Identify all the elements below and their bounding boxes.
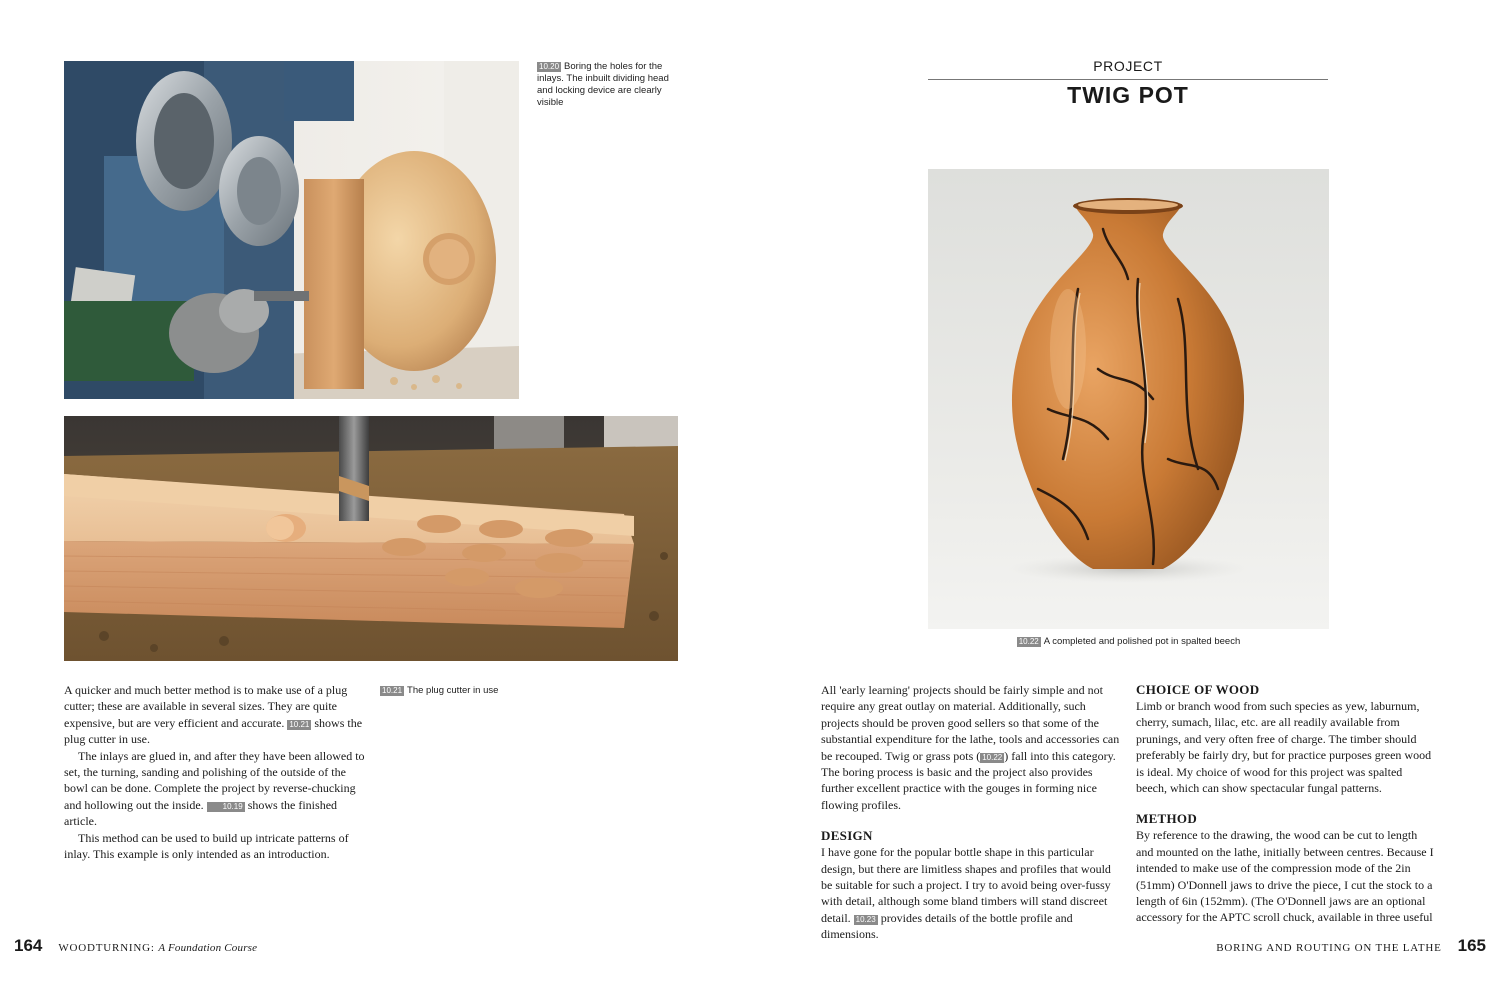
figure-reference: 10.23: [855, 914, 876, 924]
text: I have gone for the popular bottle shape in this particular design, but there are limitless shapes and profiles that would be suitable for such a project. I try to avoid being over-fussy with detail, although some bland timbers will stand discreet detail.: [821, 845, 1111, 925]
caption-text: The plug cutter in use: [407, 685, 499, 696]
text: A quicker and much better method is to make use of a plug cutter; these are available in several sizes. They are quite expensive, but are very efficient and accurate.: [64, 683, 348, 730]
left-folio: [14, 936, 414, 956]
right-column-2: [1136, 682, 1436, 926]
method-heading: METHOD: [1136, 811, 1198, 827]
method-paragraph: By reference to the drawing, the wood can be cut to length and mounted on the lathe, initially between centres. Because I intended to make use of the compression mode of the 2in (51mm) O'Donnell jaws to drive the piece, I cut the stock to a length of 6in (152mm). (The O'Donnell jaws are an optional accessory for the APTC scroll chuck, available in three useful: [1136, 828, 1434, 925]
figure-number: 10.20: [539, 62, 560, 71]
paragraph: This method can be used to build up intricate patterns of inlay. This example is only intended as an introduction.: [64, 830, 349, 862]
caption-text: A completed and polished pot in spalted beech: [1043, 636, 1241, 647]
right-folio: [1216, 936, 1486, 956]
running-title: BORING AND ROUTING ON THE LATHE: [1216, 942, 1442, 954]
intro-paragraph: [821, 682, 1123, 813]
caption-boring-holes: [537, 61, 672, 109]
right-column-1: [821, 682, 1123, 943]
running-title: [58, 942, 257, 954]
text: ) fall into this category. The boring process is basic and the project also provides further excellent practice with the gouges in forming nice flowing profiles.: [821, 748, 1116, 812]
page-number: 164: [14, 936, 43, 955]
page-number: 165: [1457, 936, 1486, 955]
text: shows the plug cutter in use.: [64, 715, 363, 747]
caption-text: Boring the holes for the inlays. The inbuilt dividing head and locking device are clearly visible: [537, 61, 669, 108]
figure-number: 10.21: [382, 686, 403, 695]
running-title-main: WOODTURNING:: [58, 942, 155, 954]
text: The inlays are glued in, and after they have been allowed to set, the turning, sanding and polishing of the outside of the bowl can be done. Complete the project by reverse-chucking and hollowing out the inside.: [64, 748, 365, 812]
plug-cutter-photo: [64, 416, 678, 661]
paragraph: [64, 748, 366, 830]
figure-number: 10.22: [1018, 637, 1039, 646]
design-heading: DESIGN: [821, 828, 873, 844]
left-body-text: [64, 682, 366, 862]
paragraph: [64, 682, 366, 748]
project-kicker: PROJECT: [1093, 58, 1163, 74]
lathe-drilling-photo: [64, 61, 519, 399]
design-paragraph: [821, 844, 1123, 942]
choice-of-wood-heading: CHOICE OF WOOD: [1136, 682, 1260, 697]
caption-twig-pot: [928, 636, 1329, 648]
text: All 'early learning' projects should be fairly simple and not require any great outlay on material. Additionally, such projects should be proven good sellers so that some of the substantial expenditure for the lathe, tools and accessories can be recouped. Twig or grass pots (: [821, 683, 1120, 763]
running-title-subtitle: A Foundation Course: [158, 942, 258, 954]
twig-pot-photo: [928, 169, 1329, 629]
figure-reference: 10.21: [289, 719, 310, 729]
figure-reference: 10.19: [207, 802, 245, 812]
text: provides details of the bottle profile and dimensions.: [821, 910, 1073, 942]
title-rule: [928, 79, 1328, 80]
page-title: TWIG POT: [1067, 82, 1189, 108]
caption-plug-cutter: [380, 685, 580, 697]
figure-reference: 10.22: [982, 752, 1003, 762]
wood-paragraph: Limb or branch wood from such species as yew, laburnum, cherry, sumach, lilac, etc. are all readily available from prunings, and very often free of charge. The timber should preferably be fairly dry, but for practice purposes green wood is ideal. My choice of wood for this project was spalted beech, which can show spectacular fungal patterns.: [1136, 699, 1432, 796]
text: shows the finished article.: [64, 797, 338, 829]
